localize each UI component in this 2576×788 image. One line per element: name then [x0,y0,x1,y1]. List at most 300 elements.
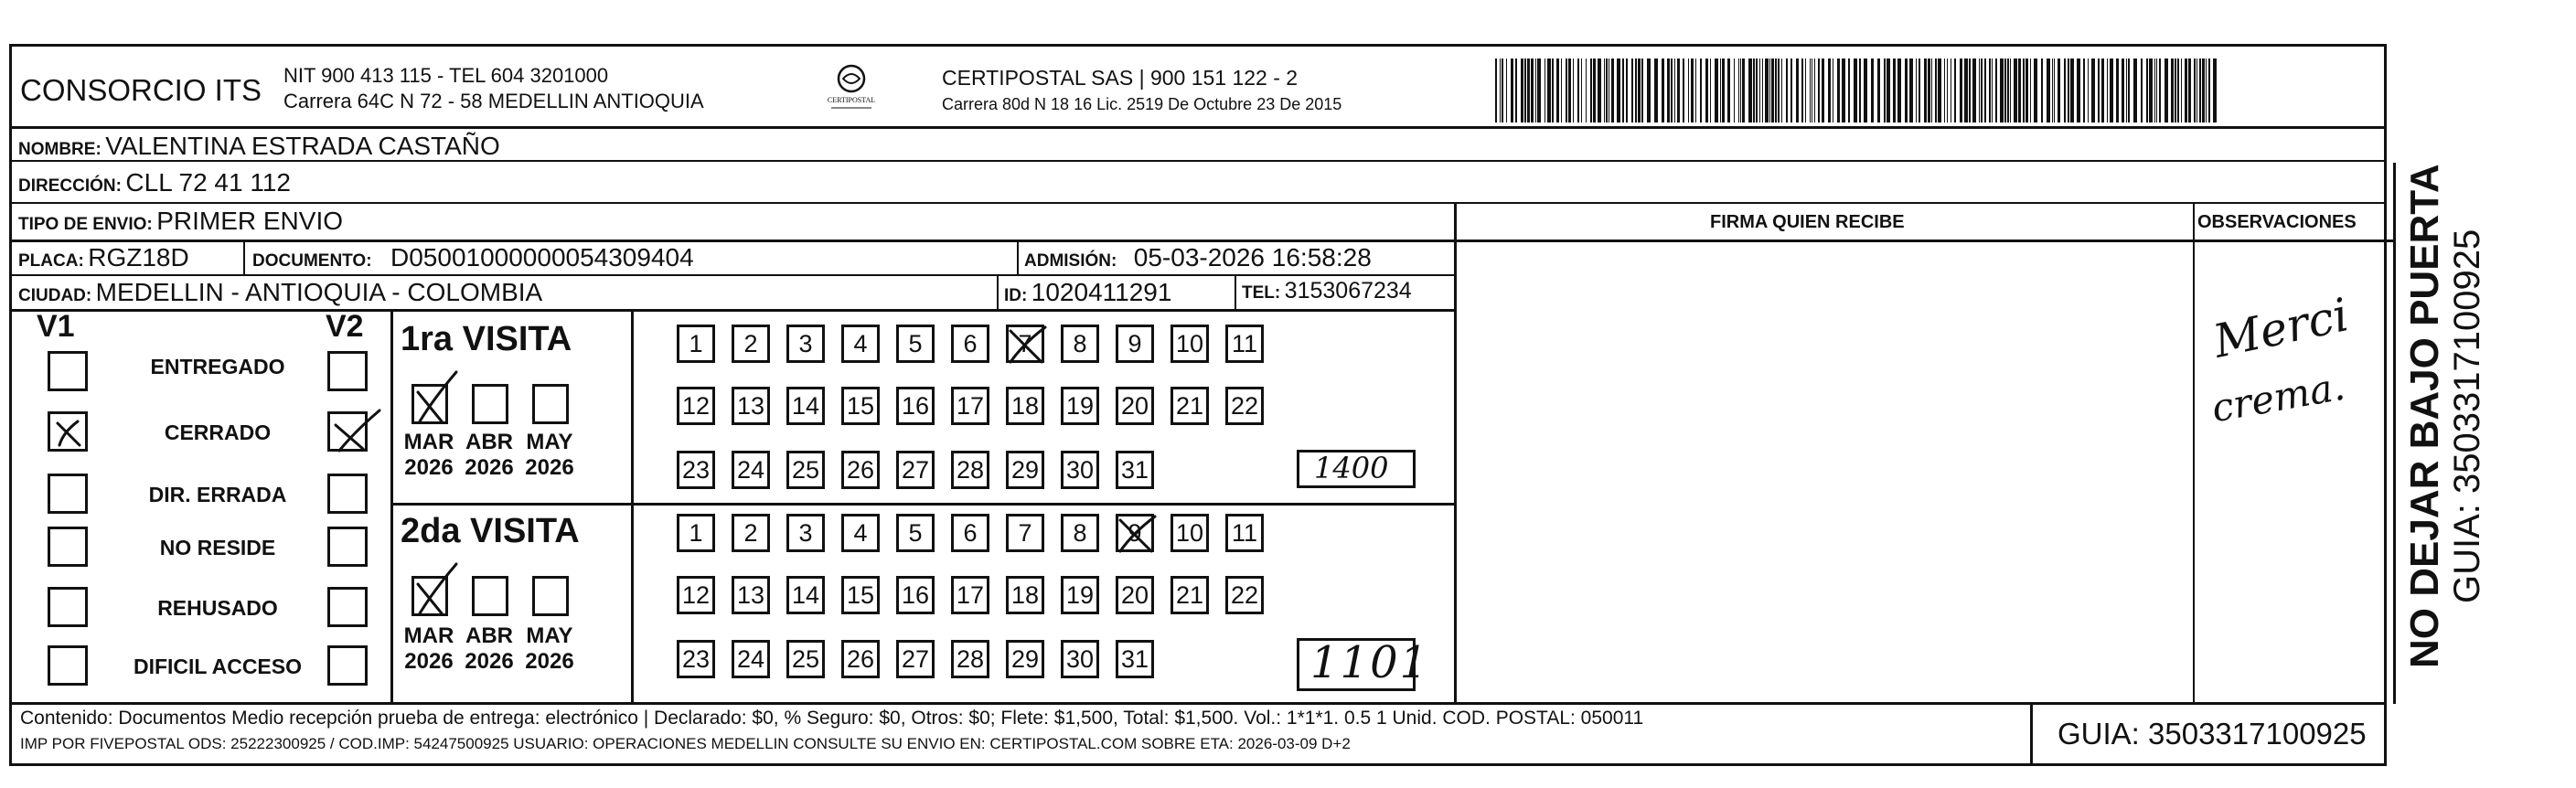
visit2-day-7[interactable] [1006,514,1044,552]
visit2-day-26[interactable] [841,640,880,678]
day-number: 7 [1018,518,1032,547]
visit1-day-12[interactable] [677,387,715,425]
barcode-bar [1947,59,1948,122]
visit1-day-8[interactable] [1061,325,1099,363]
month-name: ABR [465,623,513,648]
barcode-bar [1859,59,1861,122]
barcode-bar [1500,59,1501,122]
day-number: 2 [743,518,758,547]
barcode-bar [1552,59,1554,122]
barcode-bar [1969,59,1971,122]
barcode-bar [2181,59,2182,122]
month-year: 2026 [525,455,574,480]
col-divider [243,240,245,276]
barcode-bar [2041,59,2043,122]
day-number: 22 [1230,580,1259,609]
visit1-day-31[interactable] [1116,451,1154,489]
visit1-day-28[interactable] [951,451,989,489]
barcode-bar [2128,59,2130,122]
col-divider [2193,202,2195,704]
visit2-day-21[interactable] [1170,576,1209,614]
col-divider [1017,240,1019,276]
ciudad-value: MEDELLIN - ANTIOQUIA - COLOMBIA [95,278,543,306]
id-value: 1020411291 [1031,278,1172,306]
barcode-bar [1720,59,1721,122]
side-warning: NO DEJAR BAJO PUERTA [2402,164,2447,668]
visit2-day-23[interactable] [677,640,715,678]
barcode-bar [2208,59,2210,122]
barcode-bar [1671,59,1673,122]
barcode-bar [1537,59,1541,122]
barcode-bar [1762,59,1763,122]
visit1-month-mar-checkbox[interactable] [412,384,448,424]
barcode-bar [1769,59,1770,122]
barcode-bar [1960,59,1962,122]
barcode-bar [1775,59,1777,122]
visit2-day-24[interactable] [732,640,770,678]
barcode-bar [1759,59,1760,122]
company-nit: NIT 900 413 115 - TEL 604 3201000 [283,64,609,87]
visit2-day-27[interactable] [896,640,935,678]
visit1-day-20[interactable] [1116,387,1154,425]
barcode-bar [2122,59,2124,122]
v1-checkbox-dificil-acceso[interactable] [48,645,88,686]
day-number: 16 [901,391,930,420]
visit1-day-18[interactable] [1006,387,1044,425]
visit2-day-6[interactable] [951,514,989,552]
barcode-bar [2213,59,2217,122]
company-address: Carrera 64C N 72 - 58 MEDELLIN ANTIOQUIA [283,90,704,112]
v2-checkbox-rehusado[interactable] [327,587,368,627]
col-divider [997,274,999,311]
admision-label: ADMISIÓN: [1024,251,1117,271]
barcode-bar [1877,59,1880,122]
day-number: 23 [681,455,711,484]
carrier-name: CERTIPOSTAL SAS | 900 151 122 - 2 [942,66,1299,90]
visit2-month-abr-checkbox[interactable] [472,576,508,616]
barcode-bar [1790,59,1792,122]
barcode-bar [2023,59,2025,122]
barcode-bar [1992,59,1993,122]
barcode-bar [1916,59,1917,122]
barcode-bar [1995,59,1997,122]
visit2-month-mar-checkbox[interactable] [412,576,448,616]
visit2-day-2[interactable] [732,514,770,552]
month-year: 2026 [525,649,574,674]
day-number: 5 [908,518,923,547]
visit1-day-10[interactable] [1170,325,1209,363]
visit2-day-12[interactable] [677,576,715,614]
visit1-month-abr-checkbox[interactable] [472,384,508,424]
visit1-day-11[interactable] [1225,325,1264,363]
visit1-day-23[interactable] [677,451,715,489]
observacion-line-1: Merci [2208,288,2354,368]
barcode-bar [2185,59,2187,122]
visit1-day-30[interactable] [1061,451,1099,489]
barcode-bar [1814,59,1815,122]
visit2-day-17[interactable] [951,576,989,614]
barcode-bar [2091,59,2095,122]
barcode-bar [1765,59,1769,122]
barcode-bar [1581,59,1582,122]
carrier-address: Carrera 80d N 18 16 Lic. 2519 De Octubre 23 De 2015 [942,95,1342,113]
barcode-bar [2116,59,2119,122]
barcode-bar [1981,59,1983,122]
day-number: 22 [1230,391,1259,420]
barcode-bar [2098,59,2100,122]
visit2-day-1[interactable] [677,514,715,552]
visit1-day-17[interactable] [951,387,989,425]
visit1-time-box [1297,450,1416,488]
month-name: MAY [526,623,573,648]
barcode-bar [2101,59,2104,122]
day-number: 9 [1128,329,1142,357]
day-number: 19 [1065,391,1095,420]
v2-header: V2 [326,309,364,344]
barcode-bar [2070,59,2074,122]
visit1-day-22[interactable] [1225,387,1264,425]
nombre-row [18,132,500,161]
visit1-day-26[interactable] [841,451,880,489]
barcode-bar [1810,59,1811,122]
barcode-bar [2154,59,2155,122]
month-name: MAR [403,430,454,454]
visit1-month-mar-label [397,430,461,481]
barcode-bar [1521,59,1523,122]
visit1-time: 1400 [1314,451,1389,485]
visit1-day-2[interactable] [732,325,770,363]
visit2-month-may-label [518,623,582,675]
barcode-bar [2188,59,2191,122]
visit2-day-14[interactable] [786,576,825,614]
barcode-bar [2030,59,2031,122]
visit2-day-25[interactable] [786,640,825,678]
barcode-bar [1674,59,1675,122]
barcode-bar [2083,59,2085,122]
day-number: 17 [956,391,985,420]
barcode-bar [2064,59,2066,122]
visit2-day-18[interactable] [1006,576,1044,614]
barcode-bar [1654,59,1658,122]
barcode-bar [1818,59,1820,122]
barcode-bar [1688,59,1689,122]
tipo-envio-label: TIPO DE ENVIO: [18,215,153,234]
visit1-month-abr-label [457,430,521,481]
barcode-bar [1573,59,1574,122]
day-number: 17 [956,580,985,609]
visit2-month-abr-label [457,623,521,675]
month-year: 2026 [465,455,514,480]
barcode-bar [1822,59,1824,122]
barcode-bar [2171,59,2174,122]
day-number: 23 [681,644,711,673]
barcode-bar [1909,59,1913,122]
row-divider [9,240,2396,242]
v1-header: V1 [37,309,75,344]
day-number: 12 [681,391,711,420]
barcode-bar [1740,59,1741,122]
day-number: 20 [1120,391,1149,420]
col-divider [2393,163,2396,704]
day-number: 16 [901,580,930,609]
tel-label: TEL: [1242,283,1281,303]
barcode-bar [2018,59,2021,122]
barcode-bar [1864,59,1867,122]
barcode-bar [1683,59,1684,122]
tel-value: 3153067234 [1284,278,1412,303]
barcode-bar [1611,59,1614,122]
visit1-day-16[interactable] [896,387,935,425]
visit2-day-31[interactable] [1116,640,1154,678]
barcode-bar [2194,59,2196,122]
day-number: 31 [1120,455,1149,484]
barcode-bar [1502,59,1503,122]
barcode-bar [1738,59,1739,122]
v2-checkbox-dificil-acceso[interactable] [327,645,368,686]
barcode-bar [2058,59,2060,122]
visit2-day-5[interactable] [896,514,935,552]
day-number: 4 [853,518,868,547]
day-number: 1 [689,518,703,547]
day-number: 18 [1010,580,1040,609]
visit1-day-4[interactable] [841,325,880,363]
status-label-no-reside: NO RESIDE [159,536,276,559]
visit1-month-may-checkbox[interactable] [532,384,569,424]
visit-divider [390,503,1454,506]
visit1-day-1[interactable] [677,325,715,363]
day-number: 2 [743,329,758,357]
visit1-day-25[interactable] [786,451,825,489]
visit2-day-30[interactable] [1061,640,1099,678]
visit2-day-16[interactable] [896,576,935,614]
barcode-bar [1700,59,1702,122]
barcode-bar [1647,59,1651,122]
direccion-row [18,168,291,197]
visit2-day-10[interactable] [1170,514,1209,552]
visit2-day-28[interactable] [951,640,989,678]
barcode-bar [1828,59,1831,122]
day-number: 29 [1010,644,1040,673]
month-year: 2026 [465,649,514,674]
visit1-day-5[interactable] [896,325,935,363]
visit2-day-19[interactable] [1061,576,1099,614]
barcode-bar [2047,59,2050,122]
barcode-bar [1748,59,1752,122]
barcode-bar [1924,59,1927,122]
barcode-bar [1884,59,1886,122]
status-label-cerrado: CERRADO [164,421,272,444]
col-divider [1235,274,1236,311]
tipo-envio-value: PRIMER ENVIO [156,207,344,235]
day-number: 28 [956,644,985,673]
v2-checkbox-entregado[interactable] [327,351,368,391]
barcode-bar [2141,59,2143,122]
barcode-bar [1742,59,1745,122]
barcode-bar [1667,59,1670,122]
day-number: 7 [1018,329,1032,357]
day-number: 20 [1120,580,1149,609]
visit1-day-24[interactable] [732,451,770,489]
placa-value: RGZ18D [88,243,189,272]
visit2-month-may-checkbox[interactable] [532,576,569,616]
visit2-day-3[interactable] [786,514,825,552]
v1-checkbox-cerrado[interactable] [48,411,88,452]
v1-checkbox-entregado[interactable] [48,351,88,391]
visit2-day-11[interactable] [1225,514,1264,552]
day-number: 27 [901,455,930,484]
day-number: 1 [689,329,703,357]
barcode-bar [1535,59,1536,122]
day-number: 11 [1231,518,1258,547]
barcode-bar [1604,59,1605,122]
day-number: 6 [963,329,978,357]
day-number: 24 [736,644,765,673]
day-number: 21 [1175,391,1204,420]
observaciones-header: OBSERVACIONES [2197,212,2357,232]
v2-checkbox-cerrado[interactable] [327,411,368,452]
row-divider [9,202,2387,204]
barcode-bar [2164,59,2168,122]
barcode-bar [1556,59,1559,122]
barcode-bar [1928,59,1930,122]
barcode-bar [1626,59,1628,122]
barcode-bar [1796,59,1799,122]
day-number: 28 [956,455,985,484]
visit1-title: 1ra VISITA [401,320,572,358]
visit2-day-22[interactable] [1225,576,1264,614]
visit2-day-4[interactable] [841,514,880,552]
visit2-day-20[interactable] [1116,576,1154,614]
v1-checkbox-dir-errada[interactable] [48,474,88,514]
barcode-bar [1931,59,1932,122]
barcode-bar [1691,59,1694,122]
visit1-day-3[interactable] [786,325,825,363]
barcode-bar [1893,59,1896,122]
barcode-bar [1705,59,1708,122]
barcode-bar [2175,59,2176,122]
observacion-line-2: crema. [2207,363,2348,431]
v1-checkbox-rehusado[interactable] [48,587,88,627]
barcode-bar [1641,59,1643,122]
footer-contenido: Contenido: Documentos Medio recepción prueba de entrega: electrónico | Declarado: $0, % Seguro: $0, Otros: $0; Flete: $1,500, Total: $1,500. Vol.: 1*1*1. 0.5 1 Unid. COD. POSTAL: 050011 [20,708,1644,729]
barcode-bar [1919,59,1920,122]
day-number: 26 [846,455,875,484]
visit2-day-9[interactable] [1116,514,1154,552]
barcode-bar [1944,59,1945,122]
barcode-bar [1722,59,1725,122]
id-label: ID: [1004,286,1028,305]
barcode-bar [2068,59,2069,122]
side-guia: GUIA: 3503317100925 [2447,229,2487,603]
barcode-bar [2202,59,2205,122]
visit1-day-7[interactable] [1006,325,1044,363]
barcode-bar [1662,59,1664,122]
v2-checkbox-no-reside[interactable] [327,527,368,567]
barcode-bar [1695,59,1696,122]
day-number: 30 [1065,455,1095,484]
day-number: 5 [908,329,923,357]
day-number: 13 [736,580,765,609]
col-divider [1454,202,1457,704]
day-number: 24 [736,455,765,484]
day-number: 8 [1073,518,1087,547]
day-number: 25 [791,455,820,484]
col-divider [631,309,634,704]
visit2-day-29[interactable] [1006,640,1044,678]
barcode-bar [1871,59,1874,122]
visit1-day-14[interactable] [786,387,825,425]
admision-field [1024,243,1372,272]
placa-field [18,243,189,272]
barcode-bar [1805,59,1806,122]
visit1-day-21[interactable] [1170,387,1209,425]
barcode-bar [1515,59,1517,122]
day-number: 19 [1065,580,1095,609]
barcode-bar [2004,59,2006,122]
row-divider [9,274,1454,276]
tipo-envio-row [18,207,343,236]
ciudad-label: CIUDAD: [18,286,92,305]
barcode-bar [2088,59,2089,122]
company-name: CONSORCIO ITS [20,73,262,107]
day-number: 31 [1120,644,1149,673]
visit1-day-27[interactable] [896,451,935,489]
barcode-bar [2007,59,2009,122]
visit1-day-15[interactable] [841,387,880,425]
barcode-bar [1989,59,1991,122]
barcode-bar [2177,59,2179,122]
v1-checkbox-no-reside[interactable] [48,527,88,567]
visit2-day-15[interactable] [841,576,880,614]
tel-field [1242,278,1412,304]
svg-text:CERTIPOSTAL: CERTIPOSTAL [827,96,876,104]
day-number: 30 [1065,644,1095,673]
v2-checkbox-dir-errada[interactable] [327,474,368,514]
barcode-bar [1566,59,1567,122]
visit1-day-6[interactable] [951,325,989,363]
visit1-day-9[interactable] [1116,325,1154,363]
status-label-rehusado: REHUSADO [157,596,278,620]
visit1-day-19[interactable] [1061,387,1099,425]
barcode-bar [2034,59,2037,122]
barcode-bar [1511,59,1513,122]
visit2-day-8[interactable] [1061,514,1099,552]
barcode-bar [1972,59,1976,122]
visit1-day-29[interactable] [1006,451,1044,489]
visit2-day-13[interactable] [732,576,770,614]
day-number: 11 [1231,329,1258,357]
barcode-bar [1781,59,1782,122]
visit1-day-13[interactable] [732,387,770,425]
barcode-bar [1837,59,1840,122]
admision-value: 05-03-2026 16:58:28 [1133,243,1372,272]
barcode-bar [2159,59,2161,122]
ciudad-field [18,278,542,307]
day-number: 13 [736,391,765,420]
barcode-bar [1606,59,1608,122]
barcode-bar [1938,59,1941,122]
barcode-bar [2010,59,2011,122]
month-name: MAR [403,623,454,648]
visit2-time: 1101 [1310,637,1430,688]
day-number: 3 [798,329,813,357]
barcode-bar [1727,59,1730,122]
barcode-bar [2126,59,2127,122]
visit2-month-mar-label [397,623,461,675]
barcode-bar [1635,59,1637,122]
barcode-bar [1778,59,1780,122]
barcode-bar [2149,59,2153,122]
